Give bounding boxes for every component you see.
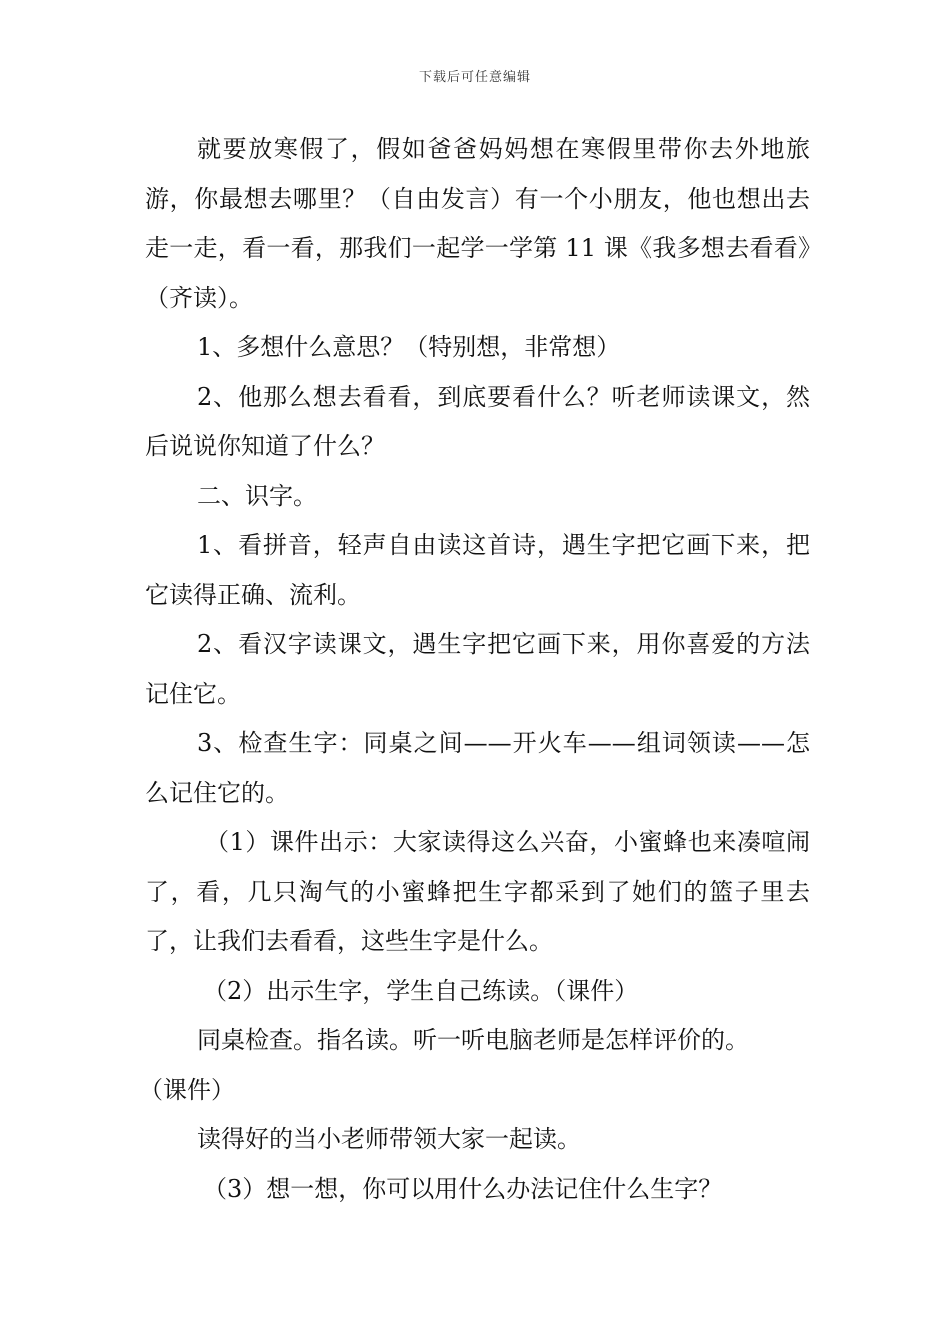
paragraph-step-3: 3、检查生字：同桌之间——开火车——组词领读——怎么记住它的。 bbox=[145, 729, 810, 807]
document-body bbox=[139, 125, 810, 1214]
section-heading-literacy: 二、识字。 bbox=[197, 481, 317, 510]
paragraph-peer-check: 同桌检查。指名读。听一听电脑老师是怎样评价的。 bbox=[197, 1026, 749, 1054]
paragraph-substep-2: （2）出示生字，学生自己练读。（课件） bbox=[203, 976, 639, 1005]
paragraph-step-1: 1、看拼音，轻声自由读这首诗，遇生字把它画下来，把它读得正确、流利。 bbox=[145, 531, 810, 609]
paragraph-substep-1: （1）课件出示：大家读得这么兴奋，小蜜蜂也来凑喧闹了，看，几只淘气的小蜜蜂把生字都采到了她们的篮子里去了，让我们去看看，这些生字是什么。 bbox=[145, 828, 810, 955]
paragraph-substep-3: （3）想一想，你可以用什么办法记住什么生字？ bbox=[203, 1174, 723, 1203]
paragraph-lead-reading: 读得好的当小老师带领大家一起读。 bbox=[197, 1125, 581, 1153]
paragraph-question-1: 1、多想什么意思？（特别想，非常想） bbox=[197, 333, 621, 361]
paragraph-intro: 就要放寒假了，假如爸爸妈妈想在寒假里带你去外地旅游，你最想去哪里？（自由发言）有一个小朋友，他也想出去走一走，看一看，那我们一起学一学第 11 课《我多想去看看》（齐读）。 bbox=[145, 135, 810, 312]
paragraph-question-2: 2、他那么想去看看，到底要看什么？听老师读课文，然后说说你知道了什么？ bbox=[145, 382, 810, 460]
page-header: 下载后可任意编辑 bbox=[418, 70, 531, 85]
paragraph-courseware-note: （课件） bbox=[139, 1075, 235, 1104]
paragraph-step-2: 2、看汉字读课文，遇生字把它画下来，用你喜爱的方法记住它。 bbox=[145, 630, 810, 708]
